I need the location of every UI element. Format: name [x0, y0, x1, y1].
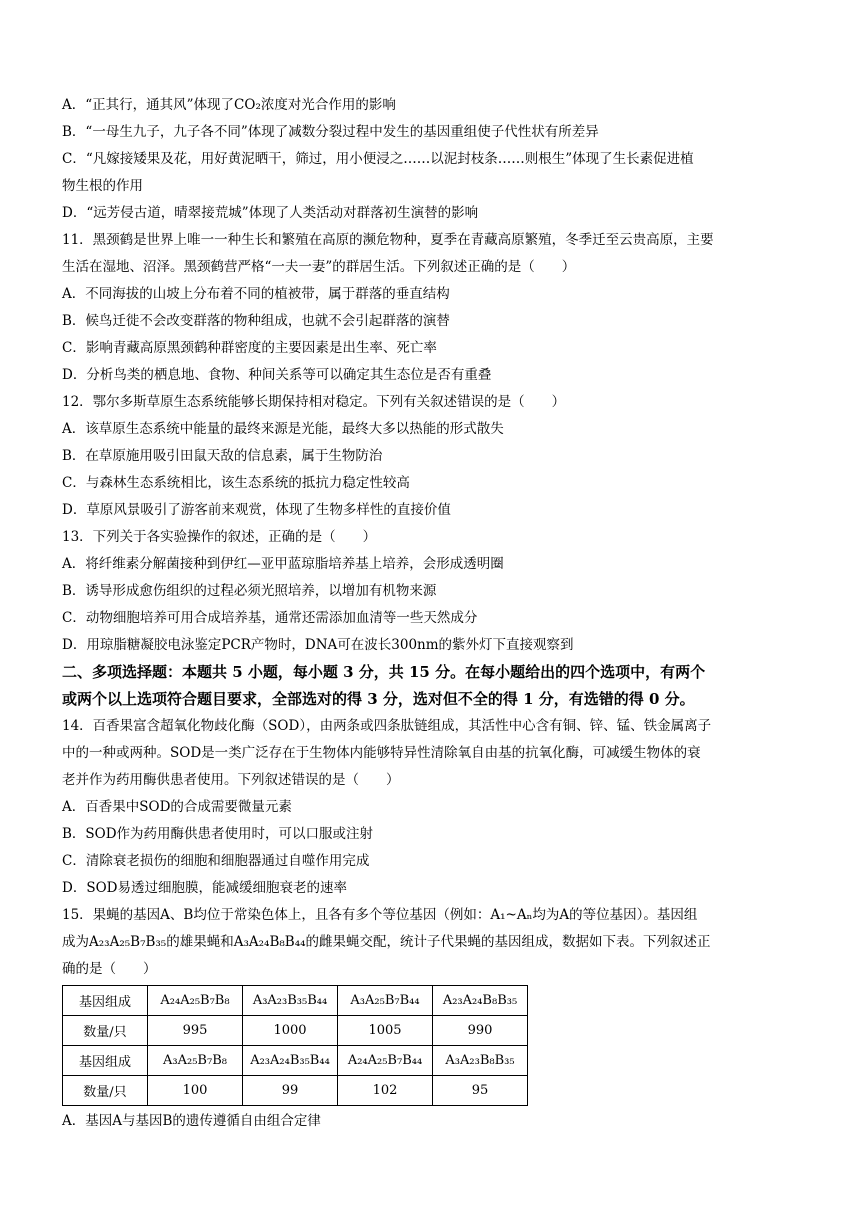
- text-line: D．SOD易透过细胞膜，能减缓细胞衰老的速率: [62, 880, 347, 896]
- table-cell: A₂₃A₂₄B₃₅B₄₄: [243, 1046, 338, 1076]
- table-cell: 95: [433, 1076, 528, 1106]
- text-line: D．分析鸟类的栖息地、食物、种间关系等可以确定其生态位是否有重叠: [62, 367, 492, 383]
- table-cell: A₃A₂₃B₈B₃₅: [433, 1046, 528, 1076]
- question-block-bottom: [62, 1108, 798, 1135]
- text-line: B．“一母生九子，九子各不同”体现了减数分裂过程中发生的基因重组使子代性状有所差异: [62, 124, 599, 140]
- table-row: [63, 1076, 528, 1106]
- text-line: B．候鸟迁徙不会改变群落的物种组成，也就不会引起群落的演替: [62, 313, 450, 329]
- text-line: D．“远芳侵古道，晴翠接荒城”体现了人类活动对群落初生演替的影响: [62, 205, 479, 221]
- table-cell: 数量/只: [63, 1016, 148, 1046]
- text-line: A．“正其行，通其风”体现了CO₂浓度对光合作用的影响: [62, 97, 396, 113]
- table-row: [63, 1046, 528, 1076]
- table-cell: A₂₃A₂₄B₈B₃₅: [433, 986, 528, 1016]
- text-line: A．将纤维素分解菌接种到伊红—亚甲蓝琼脂培养基上培养，会形成透明圈: [62, 556, 504, 572]
- text-line: 老并作为药用酶供患者使用。下列叙述错误的是（ ）: [62, 772, 400, 788]
- table-cell: 1005: [338, 1016, 433, 1046]
- text-line: 成为A₂₃A₂₅B₇B₃₅的雄果蝇和A₃A₂₄B₈B₄₄的雌果蝇交配，统计子代果蝇的基因组成，数据如下表。下列叙述正: [62, 934, 711, 950]
- text-line: 生活在湿地、沼泽。黑颈鹤营严格“一夫一妻”的群居生活。下列叙述正确的是（ ）: [62, 259, 576, 275]
- text-line: 11．黑颈鹤是世界上唯一一种生长和繁殖在高原的濒危物种，夏季在青藏高原繁殖，冬季迁至云贵高原，主要: [62, 232, 714, 248]
- table-cell: 99: [243, 1076, 338, 1106]
- text-line: 物生根的作用: [62, 178, 143, 194]
- table-cell: 数量/只: [63, 1076, 148, 1106]
- exam-page: [62, 92, 798, 1135]
- section-title-line-1: 二、多项选择题：本题共 5 小题，每小题 3 分，共 15 分。在每小题给出的四个选项中，有两个: [62, 663, 706, 681]
- text-line: B．诱导形成愈伤组织的过程必须光照培养，以增加有机物来源: [62, 583, 437, 599]
- table-cell: 102: [338, 1076, 433, 1106]
- text-line: C．动物细胞培养可用合成培养基，通常还需添加血清等一些天然成分: [62, 610, 478, 626]
- table-cell: 995: [148, 1016, 243, 1046]
- text-line: 14．百香果富含超氧化物歧化酶（SOD），由两条或四条肽链组成，其活性中心含有铜、锌、锰、铁金属离子: [62, 718, 712, 734]
- table-row: [63, 1016, 528, 1046]
- text-line: A．基因A与基因B的遗传遵循自由组合定律: [62, 1113, 321, 1129]
- question-block-top: [62, 92, 798, 659]
- text-line: 确的是（ ）: [62, 961, 157, 977]
- table-cell: A₃A₂₅B₇B₈: [148, 1046, 243, 1076]
- question-block-mid: [62, 713, 798, 983]
- text-line: B．在草原施用吸引田鼠天敌的信息素，属于生物防治: [62, 448, 383, 464]
- text-line: D．草原风景吸引了游客前来观赏，体现了生物多样性的直接价值: [62, 502, 451, 518]
- table-cell: A₂₄A₂₅B₇B₈: [148, 986, 243, 1016]
- text-line: D．用琼脂糖凝胶电泳鉴定PCR产物时，DNA可在波长300nm的紫外灯下直接观察到: [62, 637, 574, 653]
- table-cell: 基因组成: [63, 1046, 148, 1076]
- table-cell: A₃A₂₃B₃₅B₄₄: [243, 986, 338, 1016]
- text-line: C．与森林生态系统相比，该生态系统的抵抗力稳定性较高: [62, 475, 410, 491]
- text-line: C．“凡嫁接矮果及花，用好黄泥晒干，筛过，用小便浸之……以泥封枝条……则根生”体现了生长素促进植: [62, 151, 694, 167]
- text-line: A．百香果中SOD的合成需要微量元素: [62, 799, 292, 815]
- text-line: 中的一种或两种。SOD是一类广泛存在于生物体内能够特异性清除氧自由基的抗氧化酶，可减缓生物体的衰: [62, 745, 701, 761]
- table-cell: A₃A₂₅B₇B₄₄: [338, 986, 433, 1016]
- text-line: 15．果蝇的基因A、B均位于常染色体上，且各有多个等位基因（例如：A₁~Aₙ均为A的等位基因）。基因组: [62, 907, 698, 923]
- text-line: 12．鄂尔多斯草原生态系统能够长期保持相对稳定。下列有关叙述错误的是（ ）: [62, 394, 566, 410]
- gene-data-table: [62, 985, 528, 1106]
- table-cell: 1000: [243, 1016, 338, 1046]
- table-cell: 990: [433, 1016, 528, 1046]
- text-line: C．影响青藏高原黑颈鹤种群密度的主要因素是出生率、死亡率: [62, 340, 437, 356]
- table-cell: 100: [148, 1076, 243, 1106]
- text-line: C．清除衰老损伤的细胞和细胞器通过自噬作用完成: [62, 853, 370, 869]
- section-title-line-2: 或两个以上选项符合题目要求，全部选对的得 3 分，选对但不全的得 1 分，有选错的得 0 分。: [62, 690, 695, 708]
- text-line: A．不同海拔的山坡上分布着不同的植被带，属于群落的垂直结构: [62, 286, 450, 302]
- text-line: 13．下列关于各实验操作的叙述，正确的是（ ）: [62, 529, 377, 545]
- table-cell: 基因组成: [63, 986, 148, 1016]
- table-row: [63, 986, 528, 1016]
- text-line: B．SOD作为药用酶供患者使用时，可以口服或注射: [62, 826, 374, 842]
- table-cell: A₂₄A₂₅B₇B₄₄: [338, 1046, 433, 1076]
- text-line: A．该草原生态系统中能量的最终来源是光能，最终大多以热能的形式散失: [62, 421, 504, 437]
